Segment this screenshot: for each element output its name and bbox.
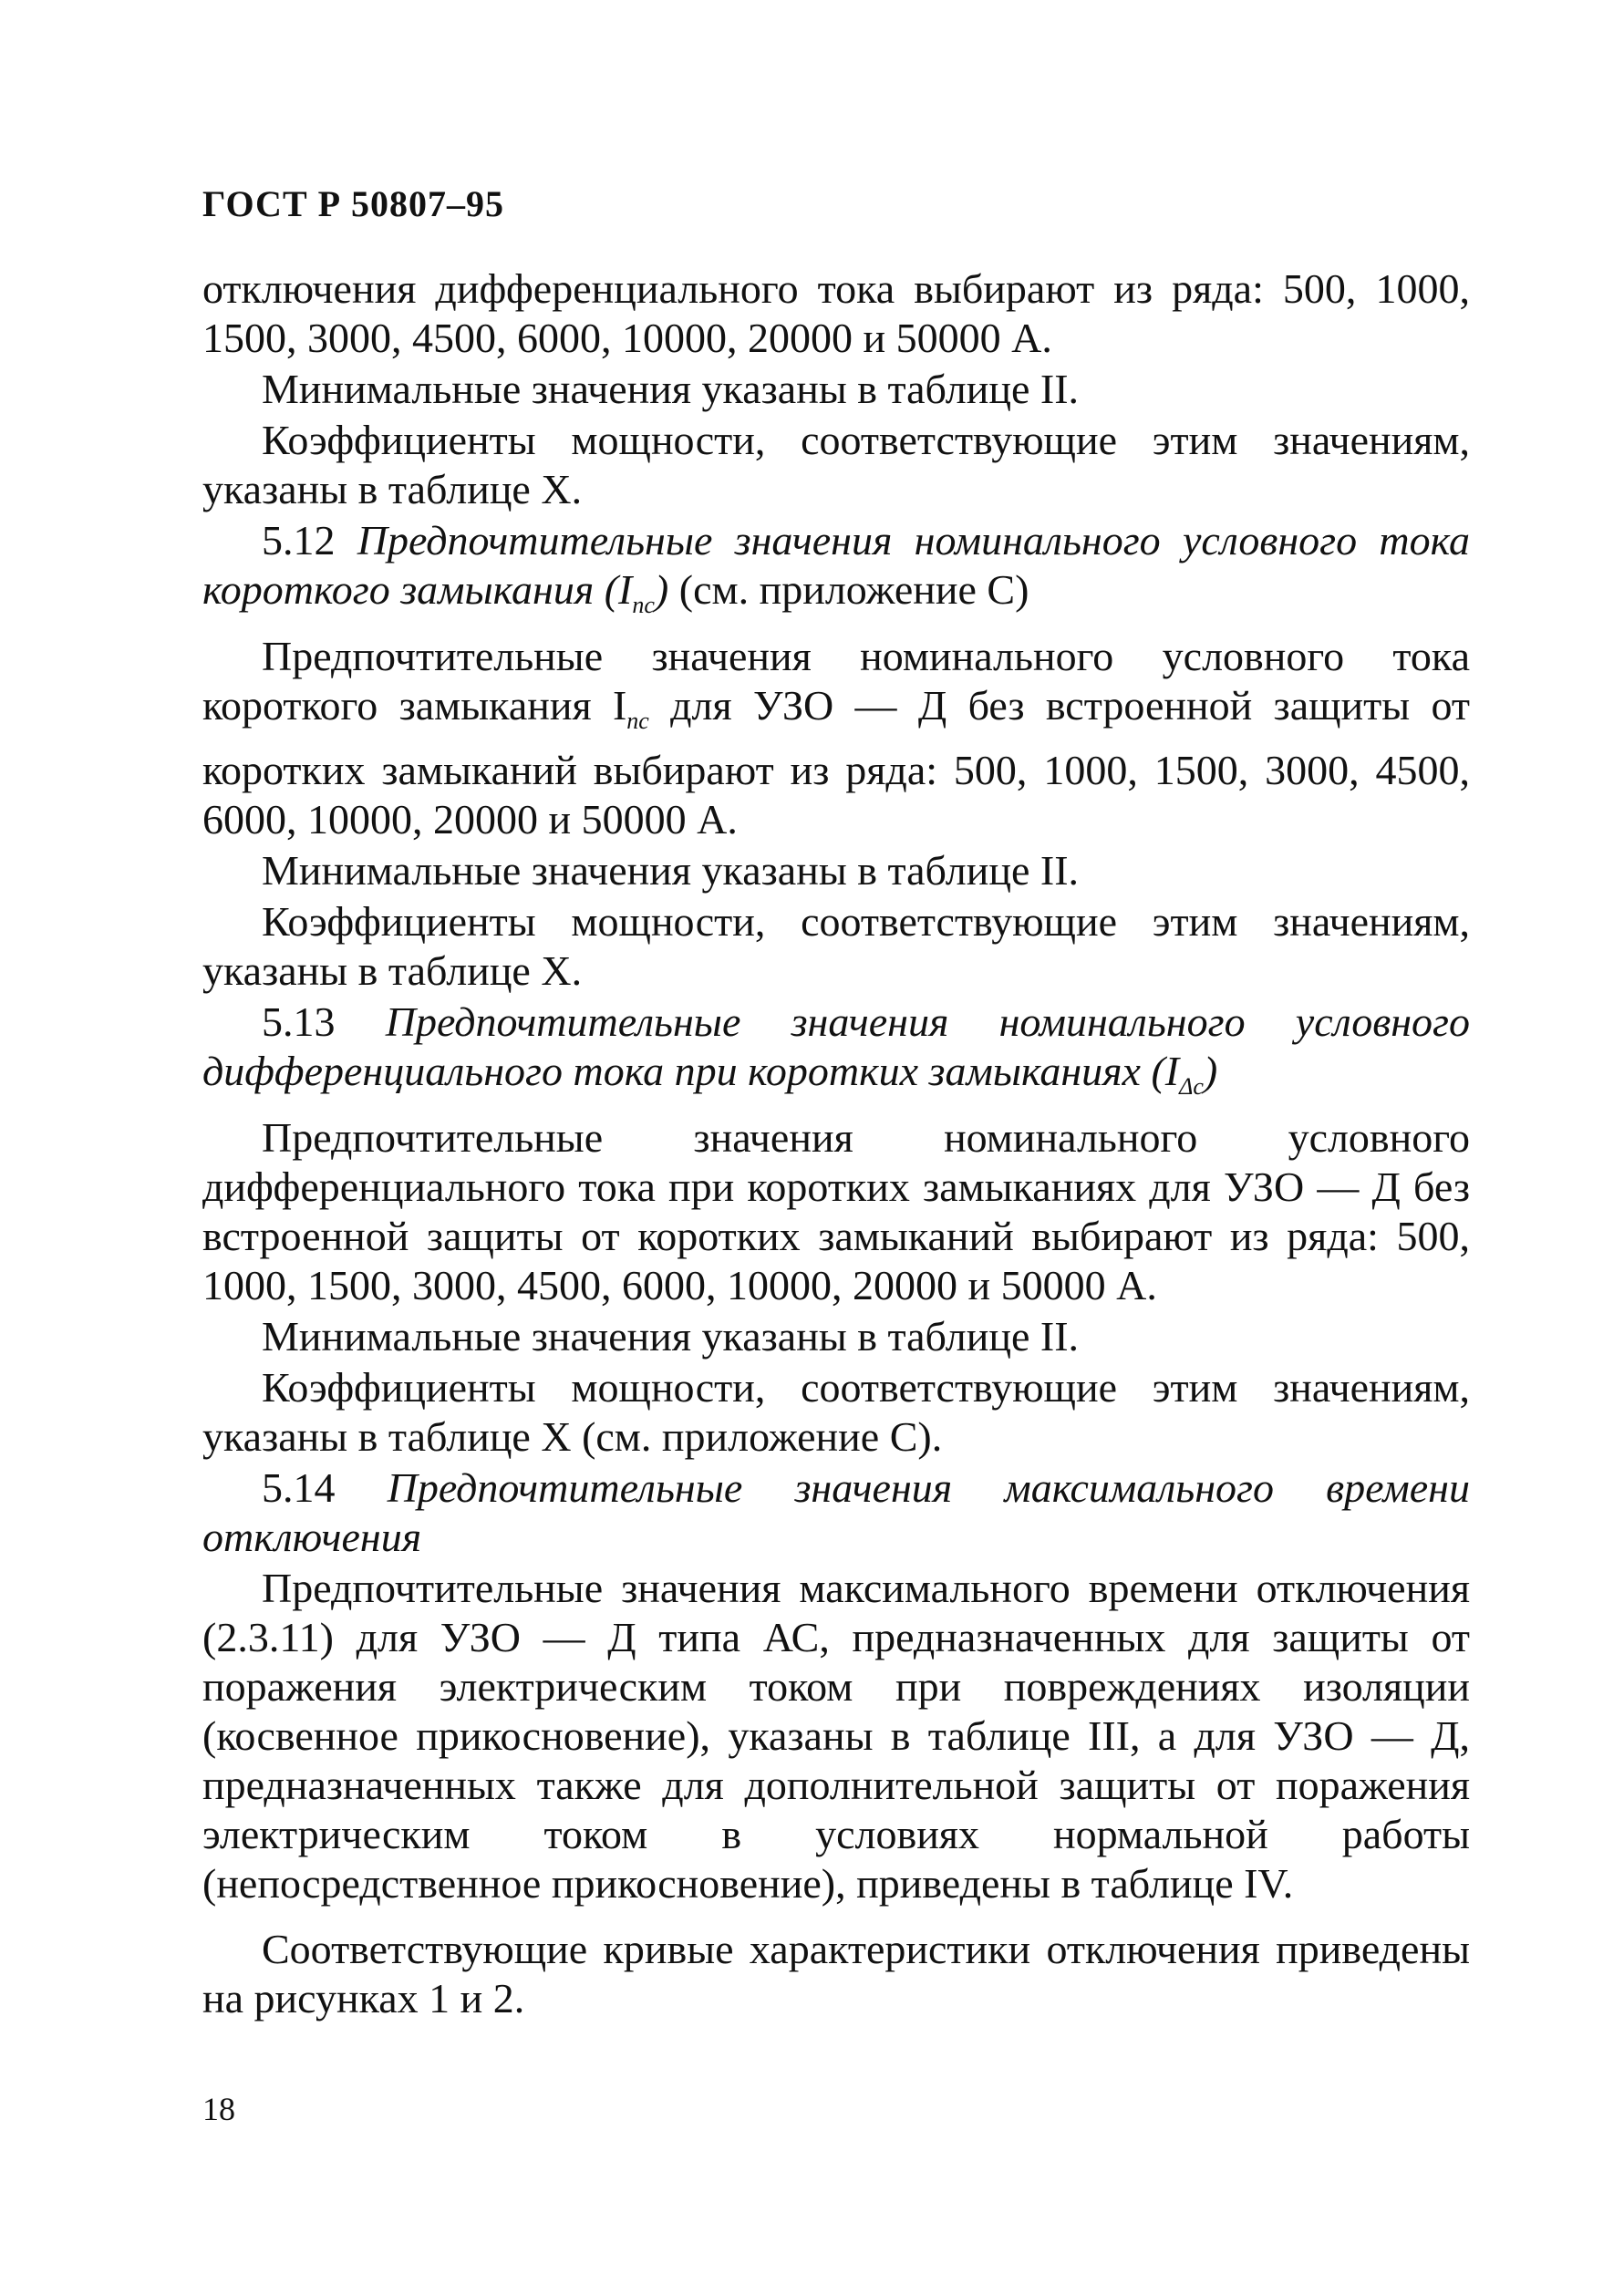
page-content: [202, 264, 1470, 2025]
section-5-13-coefficients: Коэффициенты мощности, соответствующие этим значениям, указаны в таблице X (см. приложение С).: [202, 1364, 1470, 1460]
section-number: 5.14: [262, 1464, 336, 1511]
section-5-12-coefficients: Коэффициенты мощности, соответствующие этим значениям, указаны в таблице X.: [202, 898, 1470, 994]
subscript: nc: [632, 592, 655, 618]
section-number: 5.13: [262, 998, 336, 1045]
section-title: [202, 998, 1470, 1100]
section-5-14-body: Предпочтительные значения максимального времени отключения (2.3.11) для УЗО — Д типа АС, предназначенных для защиты от поражения электрическим током при повреждениях изоляции (косвенное прикосновение), указаны в таблице III, а для УЗО — Д, предназначенных также для дополнительной защиты от поражения электрическим током в условиях нормальной работы (непосредственное прикосновение), приведены в таблице IV.: [202, 1565, 1470, 1907]
subscript: nc: [626, 708, 649, 734]
subscript: Δc: [1179, 1073, 1204, 1100]
section-5-14-curves: Соответствующие кривые характеристики отключения приведены на рисунках 1 и 2.: [202, 1926, 1470, 2021]
section-5-13-heading: [202, 998, 1470, 1111]
body-text: Предпочтительные значения номинального условного тока короткого замыкания I: [202, 633, 1470, 729]
section-title: Предпочтительные значения максимального времени отключения: [202, 1464, 1470, 1560]
document-header: ГОСТ Р 50807–95: [202, 183, 505, 224]
section-5-14-heading: [202, 1463, 1470, 1562]
paragraph-minimum-values: Минимальные значения указаны в таблице II.: [262, 366, 1080, 412]
paragraph-continuation: отключения дифференциального тока выбирают из ряда: 500, 1000, 1500, 3000, 4500, 6000, 10000, 20000 и 50000 А.: [202, 265, 1470, 361]
page-number: 18: [202, 2091, 235, 2127]
paragraph-power-factors: Коэффициенты мощности, соответствующие этим значениям, указаны в таблице X.: [202, 417, 1470, 512]
section-title-close: ): [654, 566, 669, 613]
section-title-close: ): [1203, 1048, 1218, 1094]
section-title-text: Предпочтительные значения номинального условного тока короткого замыкания (I: [202, 517, 1470, 613]
section-title-tail: (см. приложение С): [668, 566, 1029, 613]
section-5-12-body: [202, 632, 1470, 844]
section-5-12-minimum: Минимальные значения указаны в таблице II.: [262, 847, 1080, 894]
section-number: 5.12: [262, 517, 336, 563]
section-5-13-body: Предпочтительные значения номинального условного дифференциального тока при коротких замыканиях для УЗО — Д без встроенной защиты от коротких замыканий выбирают из ряда: 500, 1000, 1500, 3000, 4500, 6000, 10000, 20000 и 50000 А.: [202, 1114, 1470, 1308]
section-5-13-minimum: Минимальные значения указаны в таблице II.: [262, 1313, 1080, 1360]
section-5-12-heading: [202, 516, 1470, 630]
section-title-text: Предпочтительные значения номинального условного дифференциального тока при коротких замыканиях (I: [202, 998, 1470, 1094]
body-text: для УЗО — Д без встроенной защиты от коротких замыканий выбирают из ряда: 500, 1000, 1500, 3000, 4500, 6000, 10000, 20000 и 50000 А.: [202, 682, 1470, 843]
